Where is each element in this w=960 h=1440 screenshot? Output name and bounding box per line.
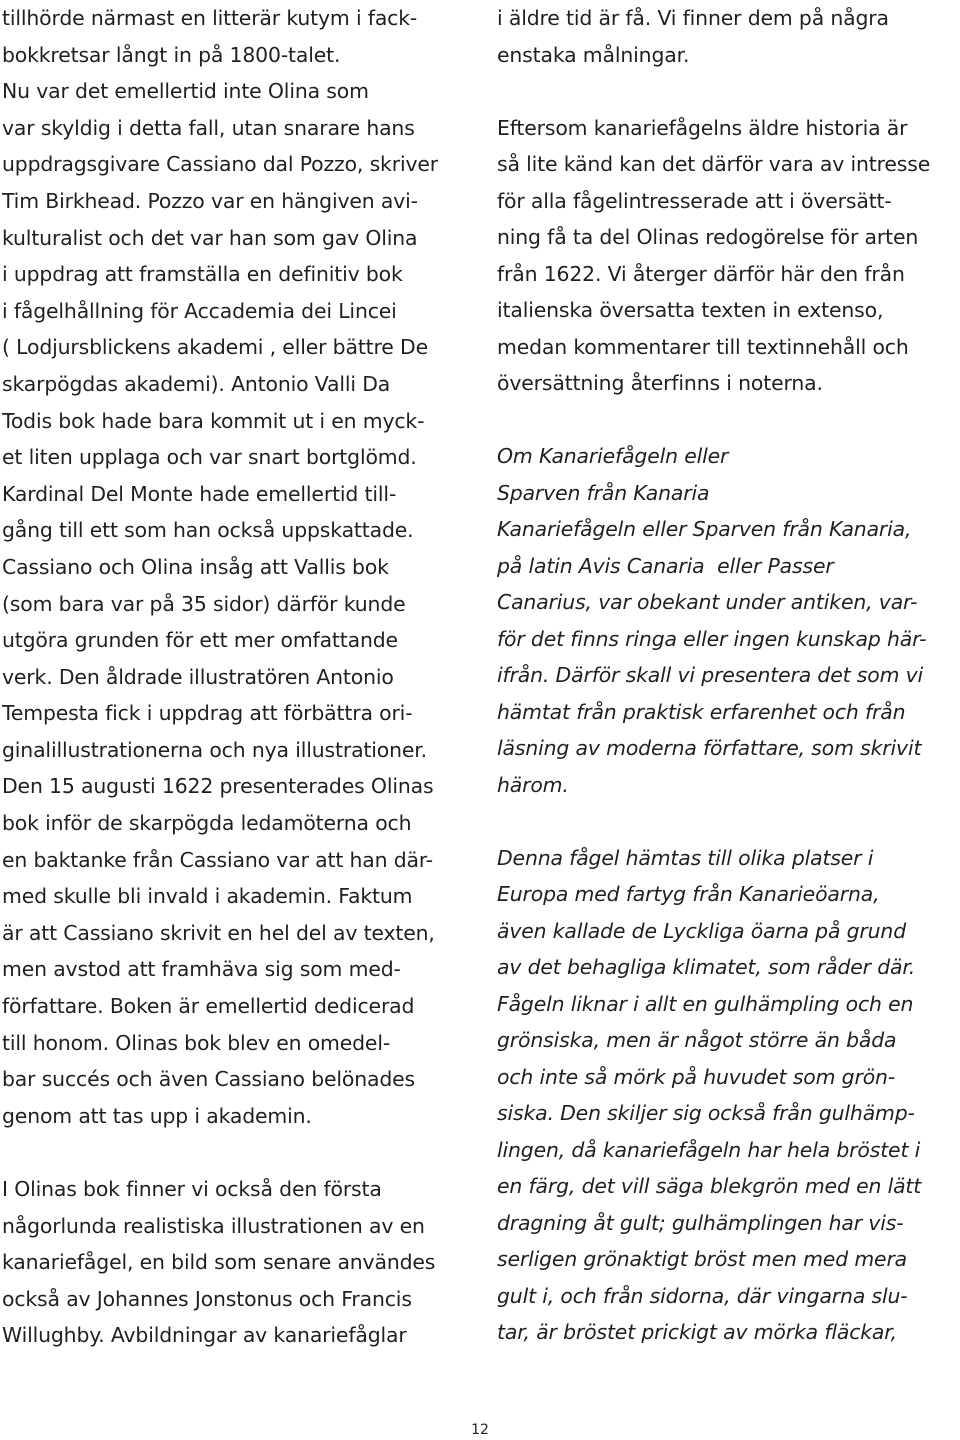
text-line: lingen, då kanariefågeln har hela bröstet i	[497, 1137, 921, 1162]
text-line: Canarius, var obekant under antiken, var-	[497, 590, 918, 614]
text-line: Denna fågel hämtas till olika platser i	[497, 845, 874, 870]
page-number: 12	[471, 1422, 489, 1438]
text-line: italienska översatta texten in extenso,	[497, 298, 884, 322]
text-line: Kanariefågeln eller Sparven från Kanaria,	[497, 517, 912, 541]
text-line: kanariefågel, en bild som senare användes	[2, 1250, 436, 1275]
text-line: från 1622. Vi återger därför här den från	[497, 261, 905, 286]
text-line	[2, 1134, 468, 1171]
text-line: Den 15 augusti 1622 presenterades Olinas	[2, 774, 434, 799]
text-line: Nu var det emellertid inte Olina som	[2, 79, 369, 104]
text-line: läsning av moderna författare, som skrivit	[497, 736, 922, 760]
text-line: någorlunda realistiska illustrationen av en	[2, 1213, 425, 1238]
text-line: grönsiska, men är något större än båda	[497, 1028, 897, 1052]
text-line: en baktanke från Cassiano var att han där-	[2, 847, 433, 872]
text-line: Tempesta fick i uppdrag att förbättra ori-	[2, 701, 413, 726]
text-line: Europa med fartyg från Kanarieöarna,	[497, 882, 880, 906]
text-line: ( Lodjursblickens akademi , eller bättre De	[2, 335, 428, 360]
text-line: tar, är bröstet prickigt av mörka fläckar,	[497, 1320, 897, 1344]
text-line: i äldre tid är få. Vi finner dem på några	[497, 6, 889, 30]
text-line: Tim Birkhead. Pozzo var en hängiven avi-	[2, 188, 418, 213]
text-line: ginalillustrationerna och nya illustrationer.	[2, 737, 427, 762]
text-line: medan kommentarer till textinnehåll och	[497, 334, 909, 359]
text-line: Eftersom kanariefågelns äldre historia är	[497, 115, 908, 140]
text-line: härom.	[497, 772, 569, 797]
text-line: bar succés och även Cassiano belönades	[2, 1067, 416, 1092]
text-line: i uppdrag att framställa en definitiv bok	[2, 262, 403, 287]
text-line: för alla fågelintresserade att i översätt-	[497, 188, 892, 213]
text-line: utgöra grunden för ett mer omfattande	[2, 628, 398, 653]
text-line: bok inför de skarpögda ledamöterna och	[2, 811, 412, 836]
text-line: verk. Den åldrade illustratören Antonio	[2, 664, 394, 689]
right-column	[497, 0, 957, 1351]
text-line: Kardinal Del Monte hade emellertid till-	[2, 481, 397, 506]
text-line: Om Kanariefågeln eller	[497, 444, 729, 468]
text-line: bokkretsar långt in på 1800-talet.	[2, 42, 341, 67]
text-line: översättning återfinns i noterna.	[497, 371, 823, 395]
text-line: var skyldig i detta fall, utan snarare hans	[2, 115, 415, 140]
text-line: gång till ett som han också uppskattade.	[2, 518, 414, 543]
text-line: (som bara var på 35 sidor) därför kunde	[2, 591, 406, 616]
text-line: hämtat från praktisk erfarenhet och från	[497, 699, 906, 724]
text-line: ifrån. Därför skall vi presentera det som vi	[497, 663, 924, 687]
left-column	[2, 0, 468, 1354]
text-line: till honom. Olinas bok blev en omedel-	[2, 1030, 391, 1055]
text-line: serligen grönaktigt bröst men med mera	[497, 1247, 908, 1271]
text-line: siska. Den skiljer sig också från gulhämp-	[497, 1101, 915, 1125]
text-line: för det finns ringa eller ingen kunskap här-	[497, 626, 927, 651]
text-line: på latin Avis Canaria eller Passer	[497, 553, 834, 578]
text-line: Sparven från Kanaria	[497, 480, 710, 505]
text-line: tillhörde närmast en litterär kutym i fack-	[2, 6, 418, 30]
text-line	[497, 803, 957, 840]
text-line: författare. Boken är emellertid dedicerad	[2, 994, 415, 1019]
text-line: så lite känd kan det därför vara av intresse	[497, 152, 931, 176]
text-line: genom att tas upp i akademin.	[2, 1103, 312, 1128]
text-line: Fågeln liknar i allt en gulhämpling och en	[497, 991, 914, 1016]
text-line: i fågelhållning för Accademia dei Lincei	[2, 298, 397, 323]
text-line: men avstod att framhäva sig som med-	[2, 957, 401, 982]
text-line: och inte så mörk på huvudet som grön-	[497, 1064, 896, 1089]
text-line: I Olinas bok finner vi också den första	[2, 1177, 382, 1201]
text-line: Cassiano och Olina insåg att Vallis bok	[2, 554, 389, 579]
text-line	[497, 402, 957, 439]
text-line: Willughby. Avbildningar av kanariefåglar	[2, 1323, 407, 1348]
text-line: et liten upplaga och var snart bortglömd.	[2, 445, 417, 470]
text-line: kulturalist och det var han som gav Olina	[2, 225, 418, 250]
text-line: uppdragsgivare Cassiano dal Pozzo, skriver	[2, 152, 439, 177]
text-line: med skulle bli invald i akademin. Faktum	[2, 884, 413, 909]
text-line: är att Cassiano skrivit en hel del av texten,	[2, 920, 435, 945]
text-line: också av Johannes Jonstonus och Francis	[2, 1286, 412, 1311]
text-line: Todis bok hade bara kommit ut i en myck-	[2, 408, 425, 433]
text-line: en färg, det vill säga blekgrön med en lätt	[497, 1174, 922, 1198]
text-line	[497, 73, 957, 110]
text-line: av det behagliga klimatet, som råder där.	[497, 955, 916, 979]
text-line: ning få ta del Olinas redogörelse för arten	[497, 225, 919, 249]
text-line: dragning åt gult; gulhämplingen har vis-	[497, 1210, 904, 1235]
text-line: även kallade de Lyckliga öarna på grund	[497, 918, 906, 943]
text-line: enstaka målningar.	[497, 42, 690, 67]
text-line: skarpögdas akademi). Antonio Valli Da	[2, 371, 391, 396]
text-line: gult i, och från sidorna, där vingarna slu-	[497, 1283, 908, 1308]
